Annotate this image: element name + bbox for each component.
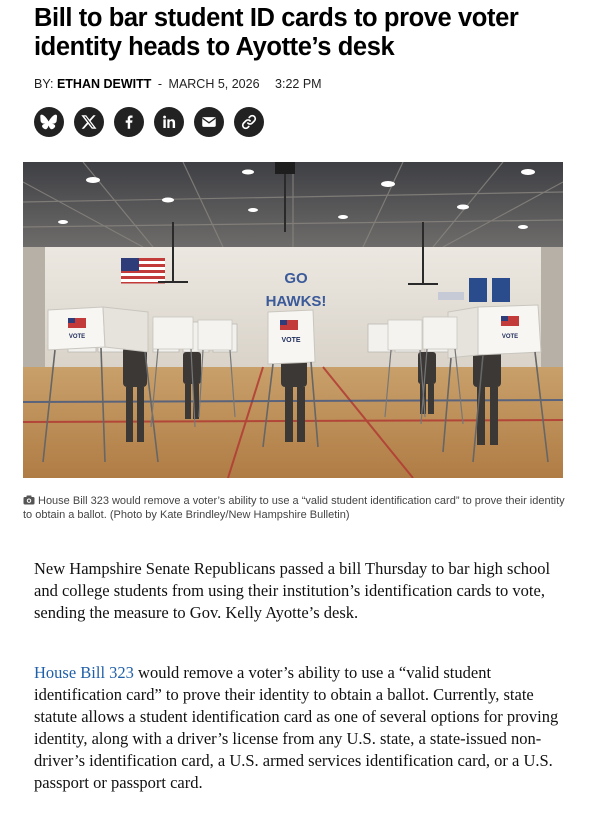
author-link[interactable]: ETHAN DEWITT xyxy=(56,77,152,91)
svg-text:VOTE: VOTE xyxy=(281,337,301,344)
email-icon xyxy=(200,113,218,131)
publish-date: MARCH 5, 2026 xyxy=(168,77,260,91)
article-photo xyxy=(23,162,563,478)
share-bar xyxy=(34,107,264,137)
article-paragraph-2 xyxy=(34,662,559,794)
article-headline: Bill to bar student ID cards to prove voter identity heads to Ayotte’s desk xyxy=(34,4,519,61)
share-linkedin-button[interactable] xyxy=(154,107,184,137)
photo-caption xyxy=(23,495,568,522)
x-icon xyxy=(80,113,98,131)
copy-link-button[interactable] xyxy=(234,107,264,137)
gym-sign-line1: GO xyxy=(284,270,308,287)
svg-text:VOTE: VOTE xyxy=(501,334,519,340)
share-bluesky-button[interactable] xyxy=(34,107,64,137)
camera-icon xyxy=(23,495,35,505)
share-facebook-button[interactable] xyxy=(114,107,144,137)
caption-text: House Bill 323 would remove a voter’s ability to use a “valid student identification card” to prove their identity to obtain a ballot. (Photo by Kate Brindley/New Hampshire Bulletin) xyxy=(23,495,565,521)
bluesky-icon xyxy=(40,113,58,131)
byline xyxy=(34,77,322,91)
publish-time: 3:22 PM xyxy=(275,77,322,91)
us-flag xyxy=(121,258,165,284)
polling-gym-image xyxy=(23,162,563,478)
byline-label: BY: xyxy=(34,77,54,91)
byline-separator: - xyxy=(157,77,163,91)
link-icon xyxy=(240,113,258,131)
share-email-button[interactable] xyxy=(194,107,224,137)
house-bill-323-link[interactable]: House Bill 323 xyxy=(34,663,134,682)
share-x-button[interactable] xyxy=(74,107,104,137)
article-paragraph-2-text: would remove a voter’s ability to use a “valid student identification card” to prove their identity to obtain a ballot. Currently, state statute allows a student identification card as one of several options for proving identity, along with a driver’s license from any U.S. state, a state-issued non-driver’s identification card, a U.S. armed services identification card, or a U.S. passport or passport card. xyxy=(34,663,559,792)
gym-sign-line2: HAWKS! xyxy=(265,293,327,310)
facebook-icon xyxy=(120,113,138,131)
linkedin-icon xyxy=(160,113,178,131)
article-paragraph-1: New Hampshire Senate Republicans passed a bill Thursday to bar high school and college students from using their institution’s identification cards to vote, sending the measure to Gov. Kelly Ayotte’s desk. xyxy=(34,559,551,622)
svg-text:VOTE: VOTE xyxy=(68,334,86,340)
